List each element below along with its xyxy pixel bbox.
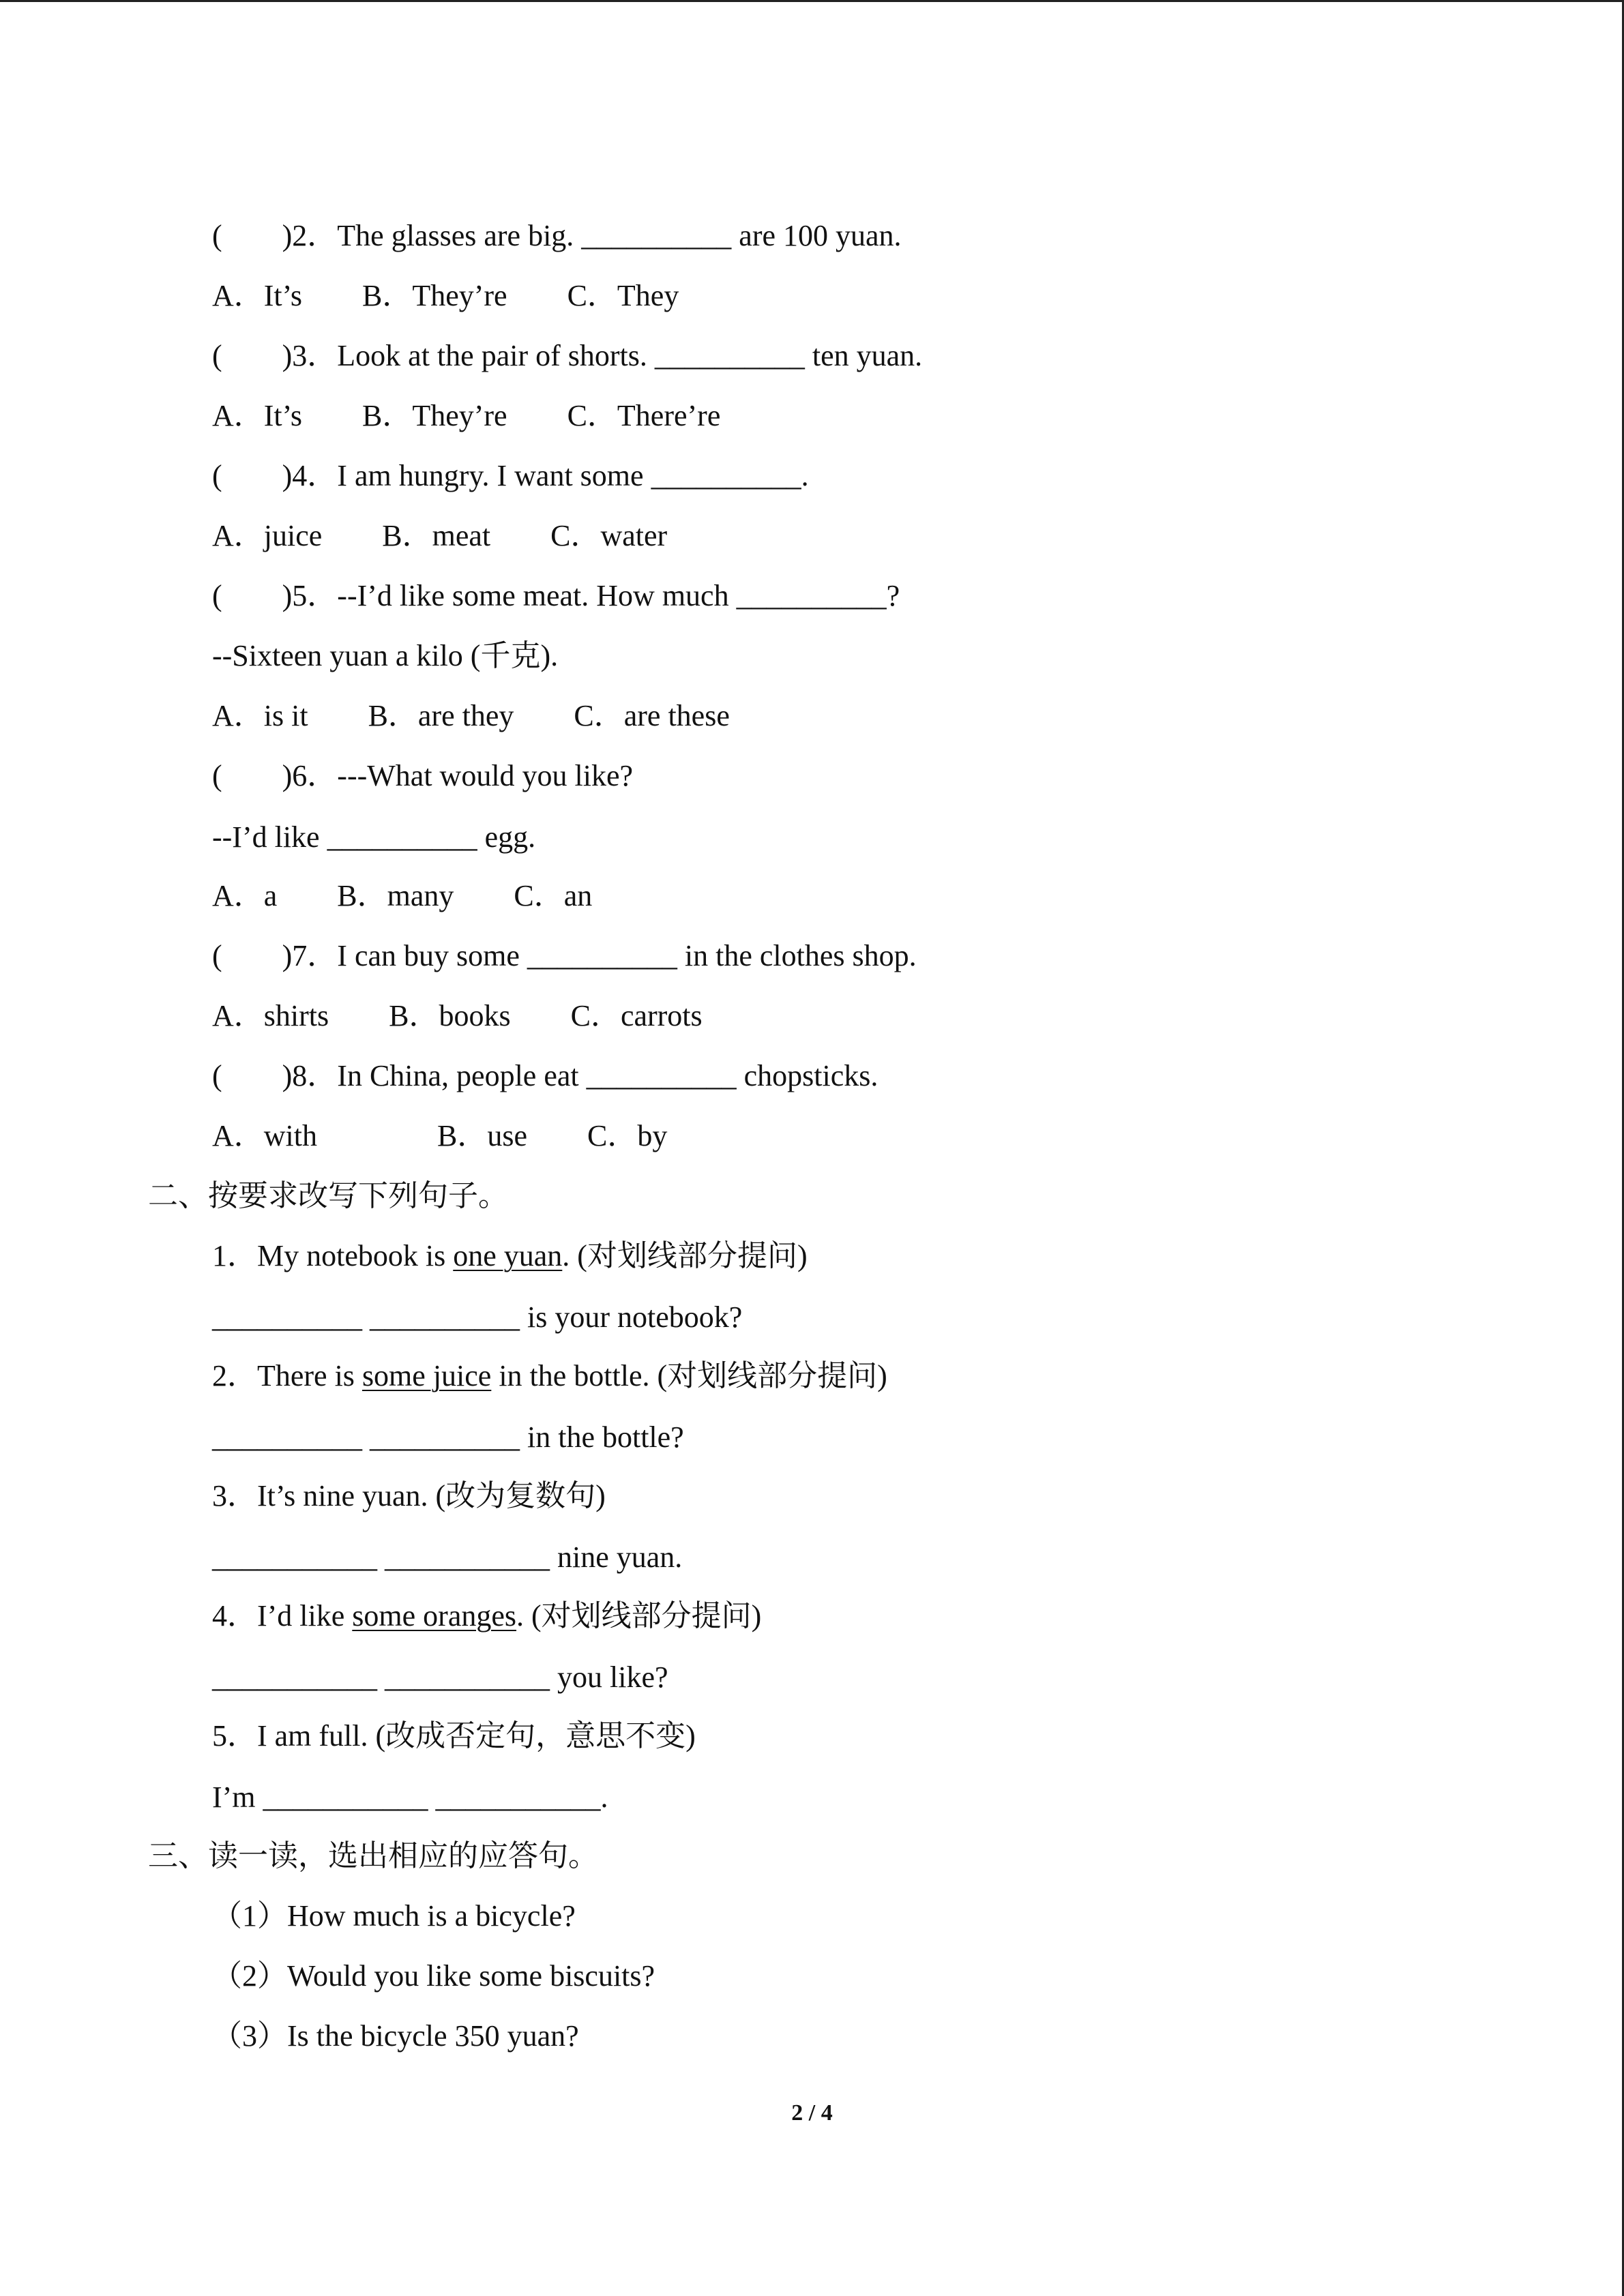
question-5-reply: --Sixteen yuan a kilo (千克). [212, 639, 559, 672]
rewrite-5: 5．I am full. (改成否定句，意思不变) [212, 1719, 696, 1753]
reading-question-3: （3）Is the bicycle 350 yuan? [212, 2019, 579, 2053]
question-2-options: A．It’s B．They’re C．They [212, 279, 679, 312]
question-6-options: A．a B．many C．an [212, 879, 593, 912]
rewrite-2-answer: __________ __________ in the bottle? [212, 1420, 684, 1454]
rewrite-3-answer: ___________ ___________ nine yuan. [212, 1540, 683, 1574]
rewrite-1-answer: __________ __________ is your notebook? [212, 1300, 743, 1334]
reading-question-2: （2）Would you like some biscuits? [212, 1959, 655, 1993]
page-border-top [0, 0, 1624, 2]
page-number: 2 / 4 [791, 2100, 833, 2126]
rewrite-1: 1．My notebook is one yuan. (对划线部分提问) [212, 1239, 808, 1272]
question-5-options: A．is it B．are they C．are these [212, 699, 730, 732]
section-3-heading: 三、读一读，选出相应的应答句。 [148, 1839, 598, 1873]
question-3-options: A．It’s B．They’re C．There’re [212, 399, 721, 432]
question-4-options: A．juice B．meat C．water [212, 519, 668, 552]
question-7-stem: ( )7．I can buy some __________ in the clothes shop. [212, 939, 917, 972]
rewrite-3: 3．It’s nine yuan. (改为复数句) [212, 1479, 606, 1512]
question-6-stem: ( )6．---What would you like? [212, 759, 634, 792]
question-3-stem: ( )3．Look at the pair of shorts. __________ ten yuan. [212, 339, 923, 372]
rewrite-4-answer: ___________ ___________ you like? [212, 1660, 668, 1694]
question-4-stem: ( )4．I am hungry. I want some __________. [212, 459, 809, 492]
question-8-options: A．with B．use C．by [212, 1119, 668, 1152]
rewrite-2: 2．There is some juice in the bottle. (对划线部分提问) [212, 1359, 887, 1392]
rewrite-4: 4．I’d like some oranges. (对划线部分提问) [212, 1599, 762, 1632]
question-7-options: A．shirts B．books C．carrots [212, 999, 703, 1032]
question-6-reply: --I’d like __________ egg. [212, 820, 536, 854]
rewrite-5-answer: I’m ___________ ___________. [212, 1780, 608, 1814]
question-2-stem: ( )2．The glasses are big. __________ are 100 yuan. [212, 219, 902, 252]
question-5-stem: ( )5．--I’d like some meat. How much __________? [212, 579, 900, 612]
section-2-heading: 二、按要求改写下列句子。 [148, 1179, 508, 1212]
question-8-stem: ( )8．In China, people eat __________ chopsticks. [212, 1059, 879, 1092]
reading-question-1: （1）How much is a bicycle? [212, 1899, 576, 1933]
